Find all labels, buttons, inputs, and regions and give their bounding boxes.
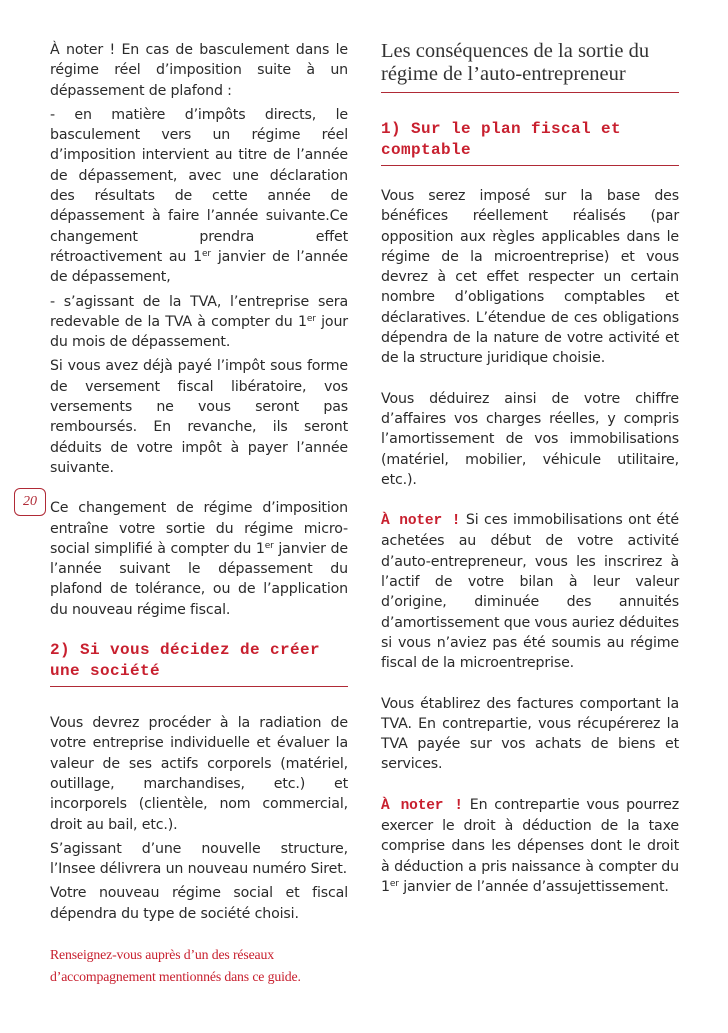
note-assets: À noter ! Si ces immobilisations ont été achetées au début de votre activité d’auto-entrepreneur, vous les inscrirez à l’actif de votre bilan à leur valeur d’origine, diminuée des annuités d’amortissement que vous auriez déduites si vous n’aviez pas été soumis au régime fiscal de la microentreprise.: [381, 512, 679, 672]
note-paragraph: Si vous avez déjà payé l’impôt sous forme de versement fiscal libératoire, vos versements ne vous seront pas remboursés. En revanche, ils seront déduits de votre impôt à payer l’année suivante.: [50, 358, 348, 476]
note-label: À noter !: [381, 513, 461, 530]
section-2-paragraph-3: Votre nouveau régime social et fiscal dépendra du type de société choisi.: [50, 885, 348, 922]
note-vat-deduction: À noter ! En contrepartie vous pourrez exercer le droit à déduction de la taxe comprise dans les dépenses dont le droit à déduction a pris naissance à compter du 1er janvier de l’année d’assujettissement.: [381, 796, 679, 895]
note-item-vat: - s’agissant de la TVA, l’entreprise sera redevable de la TVA à compter du 1er jour du mois de dépassement.: [50, 293, 348, 351]
note-item-tax: - en matière d’impôts directs, le basculement vers un régime réel d’imposition intervient au titre de l’année de dépassement, avec une déclaration des résultats de cette année de dépassement à faire l’année suivante.Ce changement prendra effet rétroactivement au 1er janvier de l’année de dépassement,: [50, 106, 348, 286]
section-2-paragraph-2: S’agissant d’une nouvelle structure, l’Insee délivrera un nouveau numéro Siret.: [50, 840, 348, 878]
paragraph-deductions: Vous déduirez ainsi de votre chiffre d’affaires vos charges réelles, y compris l’amortissement de vos immobilisations (matériel, mobilier, véhicule utilitaire, etc.).: [381, 390, 679, 488]
page-title: Les conséquences de la sortie du régime de l’auto-entrepreneur: [381, 40, 679, 93]
page-number: 20: [14, 488, 46, 516]
section-2-paragraph-1: Vous devrez procéder à la radiation de votre entreprise individuelle et évaluer la valeur de ses actifs corporels (matériel, outillage, marchandises, etc.) et incorporels (clientèle, nom commercial, droit au bail, etc.).: [50, 715, 348, 833]
section-1-title: 1) Sur le plan fiscal et comptable: [381, 119, 679, 166]
left-column: [50, 40, 348, 988]
section-2-title: 2) Si vous décidez de créer une société: [50, 640, 348, 687]
red-note: Renseignez-vous auprès d’un des réseaux d’accompagnement mentionnés dans ce guide.: [50, 946, 301, 984]
note-intro: À noter ! En cas de basculement dans le régime réel d’imposition suite à un dépassement de plafond :: [50, 42, 348, 99]
change-paragraph: Ce changement de régime d’imposition entraîne votre sortie du régime micro-social simplifié à compter du 1er janvier de l’année suivant le dépassement du plafond de tolérance, ou de l’application du nouveau régime fiscal.: [50, 500, 348, 618]
right-column: [381, 40, 679, 897]
paragraph-vat-invoices: Vous établirez des factures comportant la TVA. En contrepartie, vous récupérerez la TVA payée sur vos achats de biens et services.: [381, 695, 679, 773]
note-label: À noter !: [381, 797, 463, 814]
paragraph-taxation: Vous serez imposé sur la base des bénéfices réellement réalisés (par opposition aux règles applicables dans le régime de la microentreprise) et vous devrez à cet effet respecter un certain nombre d’obligations comptables et déclaratives. L’étendue de ces obligations dépendra de la nature de votre activité et de la structure juridique choisie.: [381, 188, 679, 367]
